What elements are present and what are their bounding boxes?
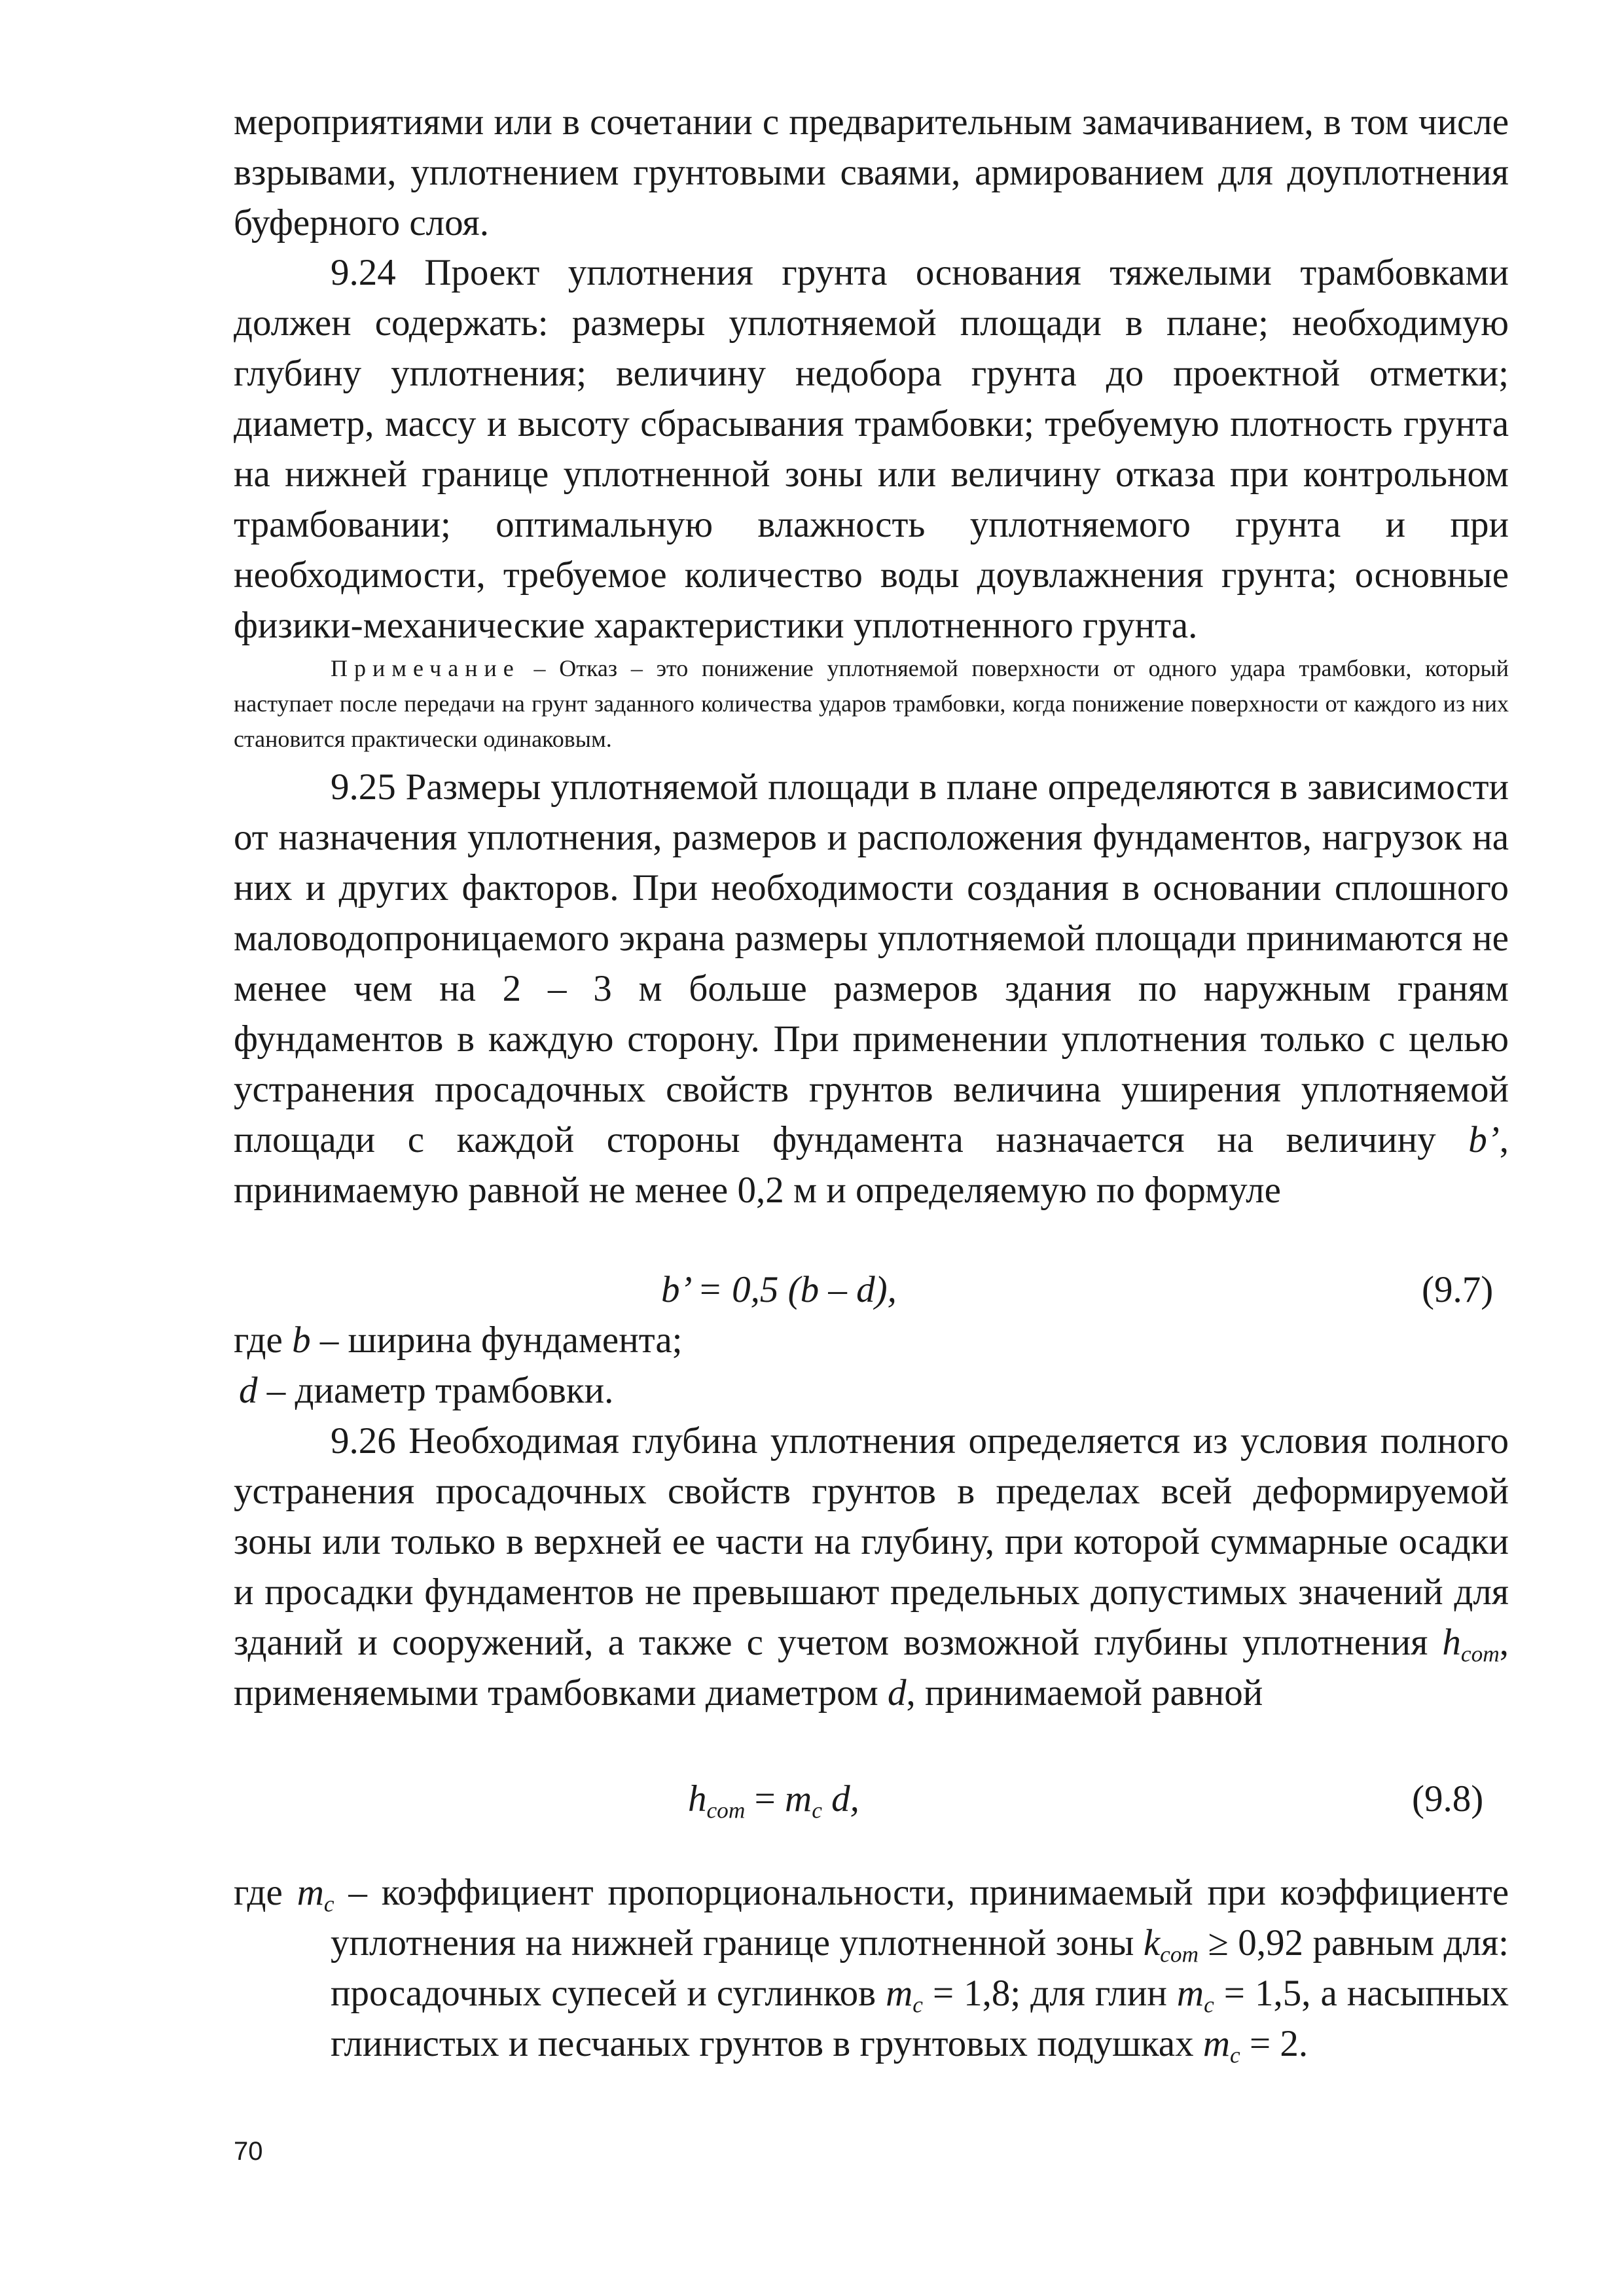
variable: d (887, 1672, 907, 1713)
paragraph-text: , принимаемую равной не менее 0,2 м и определяемую по формуле (234, 1119, 1509, 1211)
note-label: Примечание (331, 655, 520, 681)
where-d: d – диаметр трамбовки. (239, 1370, 614, 1411)
variable: b (292, 1319, 311, 1361)
variable: d (239, 1370, 258, 1411)
paragraph-9-24 (234, 247, 1509, 651)
paragraph-text: , применяемыми трамбовками диаметром (234, 1622, 1509, 1713)
note (234, 651, 1509, 757)
paragraph-9-26 (234, 1416, 1509, 1718)
formula-9-8 (234, 1774, 1509, 1824)
paragraph-text: , принимаемой равной (906, 1672, 1263, 1713)
variable: m (886, 1973, 913, 2014)
variable: m (1202, 2023, 1231, 2064)
paragraph-text: 9.25 Размеры уплотняемой площади в плане определяются в зависимости от назначения уплотнения, размеров и расположения фундаментов, нагрузок на них и других факторов. При необходимости создания в основании сплошного маловодопроницаемого экрана размеры уплотняемой площади принимаются не менее чем на 2 – 3 м больше размеров здания по наружным граням фундаментов в каждую сторону. При применении уплотнения только с целью устранения просадочных свойств грунтов величина уширения уплотняемой площади с каждой стороны фундамента назначается на величину (234, 766, 1509, 1160)
formula-number: (9.7) (1422, 1269, 1494, 1310)
note-text: – Отказ – это понижение уплотняемой поверхности от одного удара трамбовки, который наступает после передачи на грунт заданного количества ударов трамбовки, когда понижение поверхности от каждого из них становится практически одинаковым. (234, 655, 1509, 752)
variable: m (297, 1872, 324, 1913)
formula-9-7 (234, 1265, 1509, 1315)
page-number: 70 (234, 2137, 263, 2166)
where-b: где b – ширина фундамента; (234, 1319, 683, 1361)
variable: b’ (1468, 1119, 1500, 1160)
variable: h (1442, 1622, 1461, 1663)
formula-number: (9.8) (1412, 1778, 1484, 1820)
variable: m (1176, 1973, 1204, 2014)
where-mc: где $m_c$ – коэффициент пропорциональности, принимаемый при коэффициенте уплотнения на нижней границе уплотненной зоны $k_{com} \ge 0,92$ равным для: просадочных супесей и суглинков $m_c = 1,8$; для глин $m_c = 1,5$, а насыпных глинистых и песчаных грунтов в грунтовых подушках $m_c = 2$. (234, 1872, 1509, 2068)
formula-expression: $h_{com} = m_c$ d, (688, 1778, 859, 1823)
paragraph-continued (234, 97, 1509, 248)
paragraph-9-25 (234, 762, 1509, 1215)
paragraph-text: 9.24 Проект уплотнения грунта основания тяжелыми трамбовками должен содержать: размеры уплотняемой площади в плане; необходимую глубину уплотнения; величину недобора грунта до проектной отметки; диаметр, массу и высоту сбрасывания трамбовки; требуемую плотность грунта на нижней границе уплотненной зоны или величину отказа при контрольном трамбовании; оптимальную влажность уплотняемого грунта и при необходимости, требуемое количество воды доувлажнения грунта; основные физики-механические характеристики уплотненного грунта. (234, 252, 1509, 646)
variable: k (1143, 1922, 1161, 1964)
paragraph-text: мероприятиями или в сочетании с предварительным замачиванием, в том числе взрывами, уплотнением грунтовыми сваями, армированием для доуплотнения буферного слоя. (234, 101, 1509, 243)
paragraph-text: 9.26 Необходимая глубина уплотнения определяется из условия полного устранения просадочных свойств грунтов в пределах всей деформируемой зоны или только в верхней ее части на глубину, при которой суммарные осадки и просадки фундаментов не превышают предельных допустимых значений для зданий и сооружений, а также с учетом возможной глубины уплотнения (234, 1420, 1509, 1663)
variable-subscript: com (1460, 1641, 1500, 1667)
formula-expression: b’ = 0,5 (b – d), (661, 1269, 897, 1310)
